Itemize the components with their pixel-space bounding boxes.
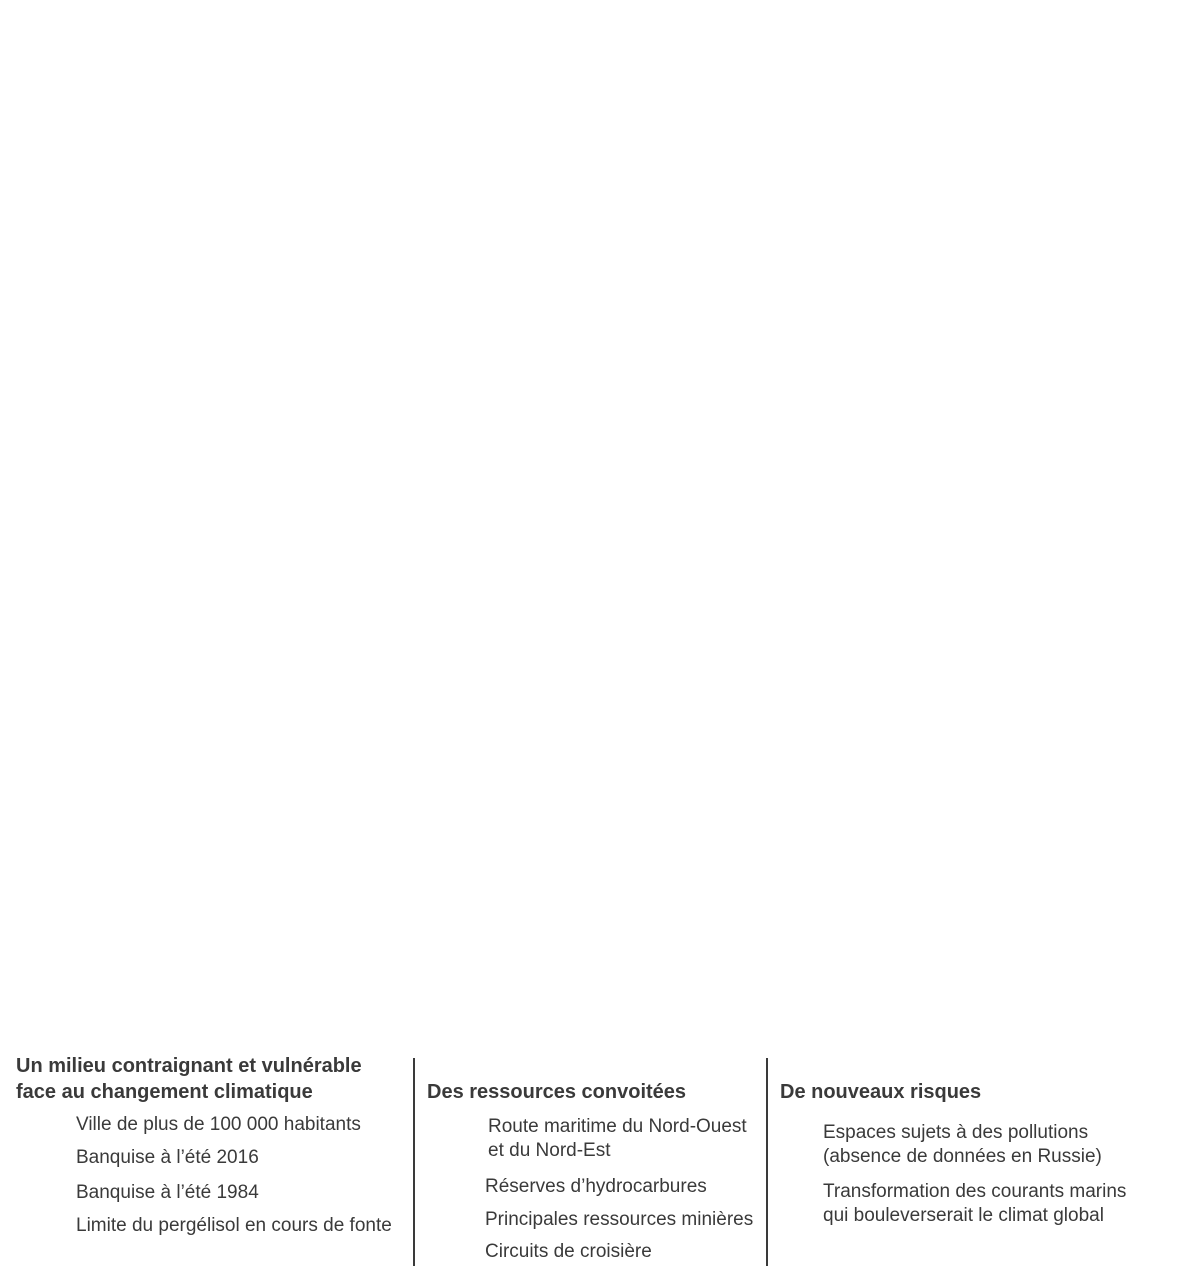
legend-divider <box>766 1058 768 1266</box>
legend <box>0 1040 1200 1276</box>
legend-item-ocean-currents-line1: Transformation des courants marins <box>823 1181 1127 1202</box>
legend-divider <box>413 1058 415 1266</box>
section-heading-risks: De nouveaux risques <box>780 1081 982 1103</box>
legend-item-sea-ice-2016: Banquise à l’été 2016 <box>76 1147 259 1168</box>
section-heading-environment-line2: face au changement climatique <box>16 1081 313 1103</box>
section-heading-resources: Des ressources convoitées <box>427 1081 687 1103</box>
legend-item-pollution-line1: Espaces sujets à des pollutions <box>823 1122 1089 1143</box>
section-heading-environment-line1: Un milieu contraignant et vulnérable <box>16 1055 362 1077</box>
legend-item-permafrost-limit: Limite du pergélisol en cours de fonte <box>76 1215 392 1236</box>
legend-item-hydrocarbon-reserves: Réserves d’hydrocarbures <box>485 1176 707 1197</box>
legend-item-ocean-currents-line2: qui bouleverserait le climat global <box>823 1205 1104 1226</box>
legend-item-city: Ville de plus de 100 000 habitants <box>76 1114 361 1135</box>
legend-item-sea-ice-1984: Banquise à l’été 1984 <box>76 1182 259 1203</box>
legend-item-cruise-circuits: Circuits de croisière <box>485 1241 652 1262</box>
legend-item-maritime-route-line2: et du Nord-Est <box>488 1140 611 1161</box>
legend-item-pollution-line2: (absence de données en Russie) <box>823 1146 1102 1167</box>
legend-item-mineral-resources: Principales ressources minières <box>485 1209 754 1230</box>
legend-item-maritime-route-line1: Route maritime du Nord-Ouest <box>488 1116 747 1137</box>
